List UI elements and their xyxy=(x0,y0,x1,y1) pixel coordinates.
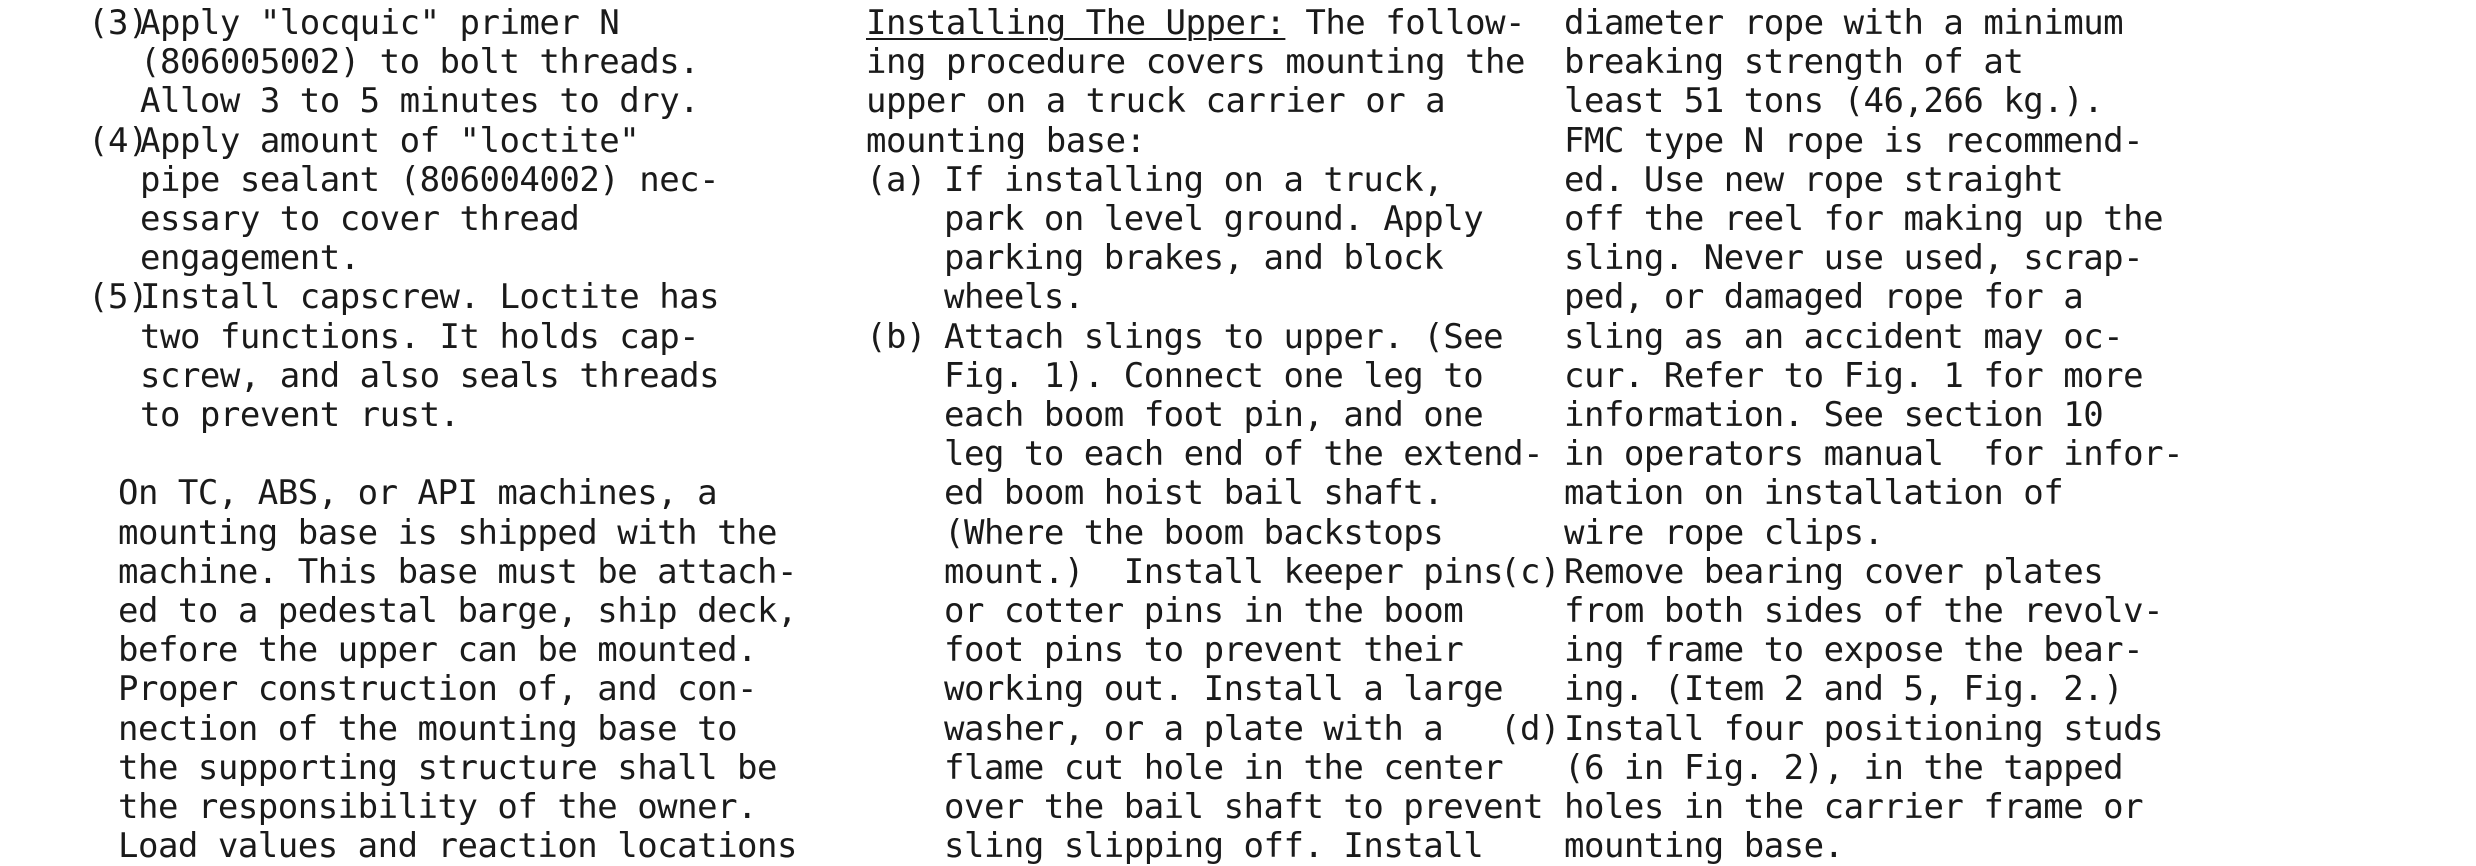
text-line xyxy=(866,122,1146,161)
text-line xyxy=(944,474,1443,513)
line-text: the supporting structure shall be xyxy=(118,747,778,788)
line-text: sling slipping off. Install xyxy=(944,826,1484,866)
text-line xyxy=(944,592,1463,631)
text-line xyxy=(1564,161,2063,200)
line-text: ing procedure covers mounting the xyxy=(866,42,1526,83)
line-text: mount.) Install keeper pins xyxy=(944,551,1504,592)
line-text: working out. Install a large xyxy=(944,669,1504,710)
text-line xyxy=(1564,82,2103,121)
text-line xyxy=(140,357,719,396)
text-line xyxy=(140,161,719,200)
text-line xyxy=(118,749,777,788)
text-line xyxy=(118,474,717,513)
line-text: Fig. 1). Connect one leg to xyxy=(944,355,1484,396)
line-text: Allow 3 to 5 minutes to dry. xyxy=(140,81,700,122)
line-text: least 51 tons (46,266 kg.). xyxy=(1564,81,2104,122)
text-line xyxy=(944,788,1543,827)
line-text: over the bail shaft to prevent xyxy=(944,787,1544,827)
line-text: wheels. xyxy=(944,277,1084,318)
text-line xyxy=(140,82,699,121)
text-line xyxy=(118,514,777,553)
text-line xyxy=(88,3,620,43)
text-line xyxy=(944,631,1463,670)
text-line xyxy=(118,788,757,827)
text-line xyxy=(866,82,1445,121)
text-line xyxy=(1564,122,2143,161)
text-line xyxy=(88,120,640,161)
line-text: The follow- xyxy=(1285,3,1526,43)
text-line xyxy=(1564,396,2103,435)
line-text: Load values and reaction locations xyxy=(118,826,797,866)
line-text: holes in the carrier frame or xyxy=(1564,787,2144,827)
text-line xyxy=(866,316,1504,357)
line-text: before the upper can be mounted. xyxy=(118,630,758,671)
line-text: If installing on a truck, xyxy=(944,159,1444,200)
line-text: FMC type N rope is recommend- xyxy=(1564,120,2144,161)
line-text: the responsibility of the owner. xyxy=(118,787,758,827)
text-line xyxy=(944,827,1483,866)
line-text: breaking strength of at xyxy=(1564,42,2024,83)
line-text: to prevent rust. xyxy=(140,395,460,435)
line-text: Install capscrew. Loctite has xyxy=(140,277,720,318)
list-marker: (4) xyxy=(88,120,148,161)
line-text: ing frame to expose the bear- xyxy=(1564,630,2144,671)
line-text: sling. Never use used, scrap- xyxy=(1564,238,2144,279)
text-line xyxy=(1564,514,1884,553)
line-text: pipe sealant (806004002) nec- xyxy=(140,159,720,200)
line-text: nection of the mounting base to xyxy=(118,708,738,749)
text-line xyxy=(866,159,1444,200)
line-text: mounting base: xyxy=(866,120,1146,161)
text-line xyxy=(944,670,1503,709)
text-line xyxy=(1500,708,2164,749)
text-line xyxy=(944,239,1443,278)
text-line xyxy=(140,43,699,82)
text-line xyxy=(1564,788,2143,827)
text-line xyxy=(140,396,460,435)
text-line xyxy=(944,435,1543,474)
text-line xyxy=(944,278,1084,317)
list-marker: (d) xyxy=(1500,708,1560,749)
line-text: Install four positioning studs xyxy=(1564,708,2164,749)
text-line xyxy=(944,749,1503,788)
line-text: mation on installation of xyxy=(1564,473,2064,514)
line-text: from both sides of the revolv- xyxy=(1564,591,2164,631)
list-marker: (3) xyxy=(88,3,148,43)
line-text: foot pins to prevent their xyxy=(944,630,1464,671)
line-text: leg to each end of the extend- xyxy=(944,434,1544,475)
line-text: parking brakes, and block xyxy=(944,238,1444,279)
text-line xyxy=(1564,4,2123,43)
line-text: wire rope clips. xyxy=(1564,512,1884,553)
line-text: Proper construction of, and con- xyxy=(118,669,758,710)
text-line xyxy=(118,670,757,709)
list-marker: (5) xyxy=(88,277,148,318)
text-line xyxy=(1564,435,2183,474)
list-marker: (b) xyxy=(866,316,926,357)
text-line xyxy=(1564,357,2143,396)
line-text: mounting base. xyxy=(1564,826,1844,866)
line-text: Remove bearing cover plates xyxy=(1564,551,2104,592)
text-line xyxy=(1564,670,2123,709)
text-line xyxy=(1564,318,2123,357)
line-text: diameter rope with a minimum xyxy=(1564,3,2124,43)
line-text: Apply "locquic" primer N xyxy=(140,3,620,43)
line-text: flame cut hole in the center xyxy=(944,747,1504,788)
list-marker: (a) xyxy=(866,159,926,200)
line-text: park on level ground. Apply xyxy=(944,199,1484,239)
line-text: (6 in Fig. 2), in the tapped xyxy=(1564,747,2124,788)
list-marker: (c) xyxy=(1500,551,1560,592)
text-line xyxy=(140,318,699,357)
line-text: (Where the boom backstops xyxy=(944,512,1444,553)
line-text: ed to a pedestal barge, ship deck, xyxy=(118,591,797,631)
text-line xyxy=(118,631,757,670)
line-text: sling as an accident may oc- xyxy=(1564,316,2124,357)
text-line xyxy=(1564,474,2063,513)
text-line xyxy=(1564,749,2123,788)
line-text: essary to cover thread xyxy=(140,199,580,239)
text-line xyxy=(118,827,797,866)
text-line xyxy=(88,277,720,318)
text-line xyxy=(140,239,360,278)
text-line xyxy=(944,200,1483,239)
text-line xyxy=(1564,592,2163,631)
line-text: ing. (Item 2 and 5, Fig. 2.) xyxy=(1564,669,2124,710)
text-line xyxy=(1564,43,2023,82)
text-line xyxy=(1564,631,2143,670)
text-line xyxy=(118,553,797,592)
text-line xyxy=(866,43,1525,82)
text-line xyxy=(866,4,1525,43)
line-text: or cotter pins in the boom xyxy=(944,591,1464,631)
line-text: screw, and also seals threads xyxy=(140,355,720,396)
line-text: (806005002) to bolt threads. xyxy=(140,42,700,83)
line-text: On TC, ABS, or API machines, a xyxy=(118,473,718,514)
text-line xyxy=(1500,551,2104,592)
text-line xyxy=(944,514,1443,553)
line-text: ed boom hoist bail shaft. xyxy=(944,473,1444,514)
line-text: engagement. xyxy=(140,238,360,279)
line-text: machine. This base must be attach- xyxy=(118,551,797,592)
line-text: Apply amount of "loctite" xyxy=(140,120,640,161)
text-line xyxy=(944,357,1483,396)
text-line xyxy=(944,553,1503,592)
section-heading: Installing The Upper: xyxy=(866,3,1286,43)
line-text: cur. Refer to Fig. 1 for more xyxy=(1564,355,2144,396)
text-line xyxy=(118,710,737,749)
line-text: upper on a truck carrier or a xyxy=(866,81,1446,122)
line-text: mounting base is shipped with the xyxy=(118,512,778,553)
line-text: information. See section 10 xyxy=(1564,395,2104,435)
line-text: ped, or damaged rope for a xyxy=(1564,277,2084,318)
text-line xyxy=(944,710,1443,749)
text-line xyxy=(1564,239,2143,278)
line-text: each boom foot pin, and one xyxy=(944,395,1484,435)
text-line xyxy=(944,396,1483,435)
line-text: in operators manual for infor- xyxy=(1564,434,2184,475)
line-text: off the reel for making up the xyxy=(1564,199,2164,239)
text-line xyxy=(1564,278,2083,317)
line-text: two functions. It holds cap- xyxy=(140,316,700,357)
line-text: Attach slings to upper. (See xyxy=(944,316,1504,357)
text-line xyxy=(118,592,797,631)
text-line xyxy=(1564,200,2163,239)
line-text: washer, or a plate with a xyxy=(944,708,1444,749)
text-line xyxy=(140,200,579,239)
line-text: ed. Use new rope straight xyxy=(1564,159,2064,200)
text-line xyxy=(1564,827,1844,866)
